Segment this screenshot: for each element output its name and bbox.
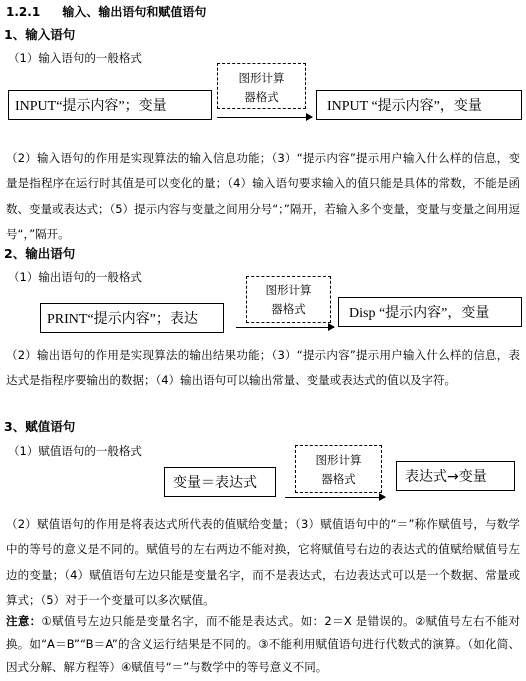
sec1-title: 1、输入语句 [4, 27, 76, 42]
sec1-paragraph: （2）输入语句的作用是实现算法的输入信息功能；（3）“提示内容”提示用户输入什么样的信息，变量是指程序在运行时其值是可以变化的量；（4）输入语句要求输入的值只能是具体的常数，不能是函数、变量或表达式；（5）提示内容与变量之间用分号“；”隔开，若输入多个变量，变量与变量之间用逗号“，”隔开。 [6, 151, 520, 241]
sec3-subtitle: （1）赋值语句的一般格式 [8, 444, 142, 458]
sec1-left-box: INPUT“提示内容”；变量 [8, 90, 212, 120]
sec3-paragraph: （2）赋值语句的作用是将表达式所代表的值赋给变量；（3）赋值语句中的“＝”称作赋值号，与数学中的等号的意义是不同的。赋值号的左右两边不能对换，它将赋值号右边的表达式的值赋给赋值号左边的变量；（4）赋值语句左边只能是变量名字，而不是表达式，右边表达式可以是一个数据、常量或算式；（5）对于一个变量可以多次赋值。 [6, 517, 520, 607]
sec2-title: 2、输出语句 [4, 246, 76, 261]
sec2-right-box: Disp “提示内容”，变量 [338, 297, 522, 327]
sec2-paragraph: （2）输出语句的作用是实现算法的输出结果功能；（3）“提示内容”提示用户输入什么样的信息，表达式是指程序要输出的数据；（4）输出语句可以输出常量、变量或表达式的值以及字符。 [6, 348, 520, 388]
sec3-right-box: 表达式→变量 [396, 461, 515, 491]
sec3-left-box: 变量＝表达式 [164, 467, 276, 497]
section-title: 输入、输出语句和赋值语句 [62, 5, 207, 19]
section-heading [6, 3, 206, 20]
sec3-title: 3、赋值语句 [4, 419, 76, 434]
sec2-calculator-box: 图形计算器格式 [246, 276, 331, 323]
section-number: 1.2.1 [6, 5, 41, 19]
sec2-subtitle: （1）输出语句的一般格式 [8, 270, 142, 284]
sec1-calculator-box: 图形计算器格式 [217, 63, 306, 109]
sec3-calculator-box: 图形计算器格式 [295, 445, 382, 493]
sec3-note [6, 610, 520, 679]
note-text: ①赋值号左边只能是变量名字，而不能是表达式。如：2＝X 是错误的。②赋值号左右不能对换。如“A＝B”“B＝A”的含义运行结果是不同的。③不能利用赋值语句进行代数式的演算。（如化简、因式分解、解方程等）④赋值号“＝”与数学中的等号意义不同。 [6, 614, 520, 674]
sec1-subtitle: （1）输入语句的一般格式 [8, 51, 142, 65]
sec3-arrow [285, 497, 385, 498]
sec1-arrow [217, 117, 312, 118]
sec2-arrow [236, 327, 334, 328]
sec1-right-box: INPUT “提示内容”，变量 [316, 90, 522, 120]
note-label: 注意： [6, 614, 42, 628]
sec2-left-box: PRINT“提示内容”；表达 [40, 303, 224, 333]
